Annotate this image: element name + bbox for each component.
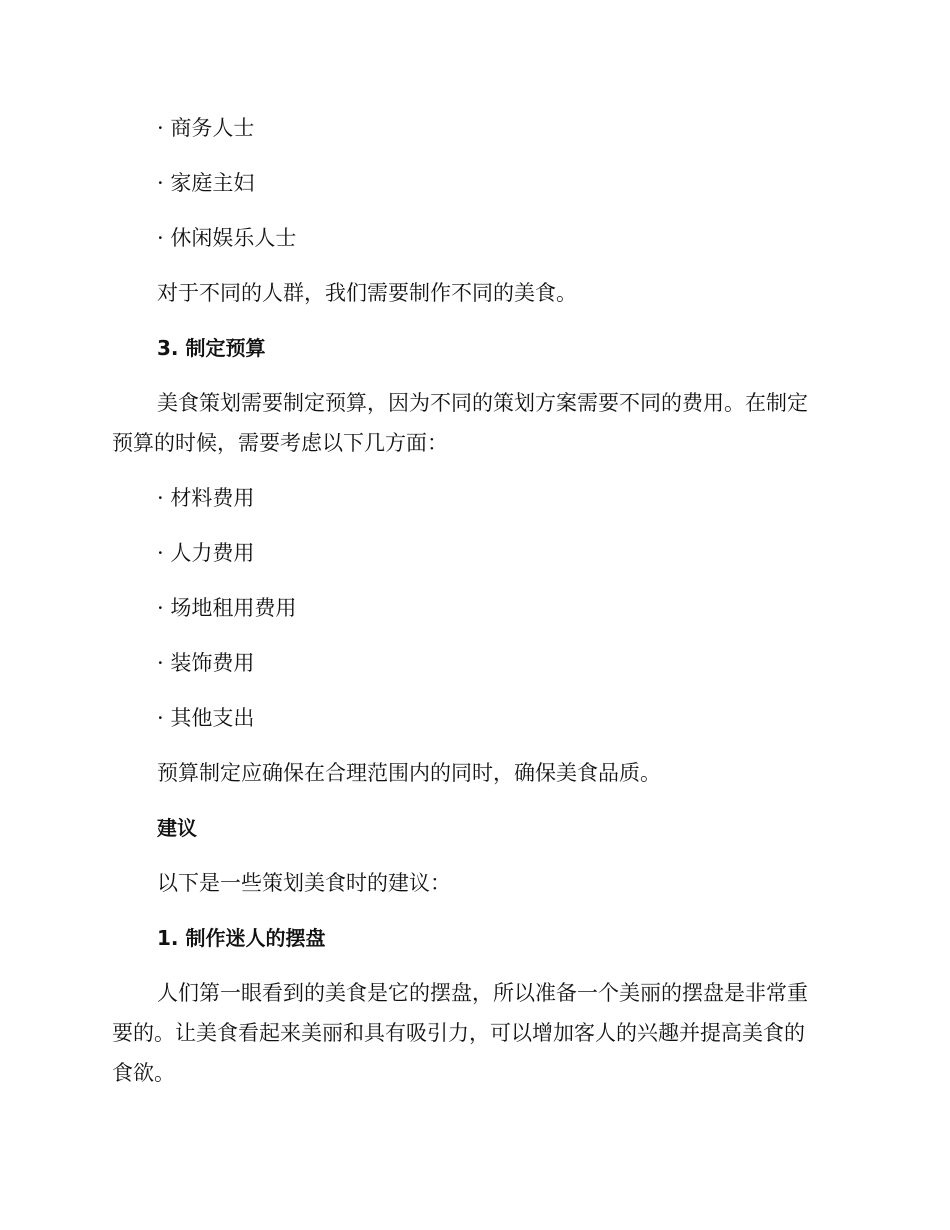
audience-item-business: · 商务人士 — [157, 116, 255, 140]
budget-intro-line-2: 预算的时候，需要考虑以下几方面： — [112, 431, 448, 455]
budget-note: 预算制定应确保在合理范围内的同时，确保美食品质。 — [157, 761, 661, 785]
budget-item-decoration: · 装饰费用 — [157, 651, 255, 675]
suggestion-heading-plating: 1. 制作迷人的摆盘 — [157, 926, 326, 950]
audience-note: 对于不同的人群，我们需要制作不同的美食。 — [157, 281, 577, 305]
section-heading-budget: 3. 制定预算 — [157, 336, 266, 360]
plating-paragraph-line-2: 要的。让美食看起来美丽和具有吸引力，可以增加客人的兴趣并提高美食的 — [112, 1021, 805, 1045]
budget-intro-line-1: 美食策划需要制定预算，因为不同的策划方案需要不同的费用。在制定 — [157, 391, 808, 415]
budget-item-venue: · 场地租用费用 — [157, 596, 297, 620]
budget-item-other: · 其他支出 — [157, 706, 255, 730]
audience-item-leisure: · 休闲娱乐人士 — [157, 226, 297, 250]
budget-item-materials: · 材料费用 — [157, 486, 255, 510]
suggestions-intro: 以下是一些策划美食时的建议： — [157, 871, 451, 895]
budget-item-labor: · 人力费用 — [157, 541, 255, 565]
section-heading-suggestions: 建议 — [157, 816, 197, 840]
plating-paragraph-line-3: 食欲。 — [112, 1061, 175, 1085]
plating-paragraph-line-1: 人们第一眼看到的美食是它的摆盘，所以准备一个美丽的摆盘是非常重 — [157, 981, 808, 1005]
audience-item-housewife: · 家庭主妇 — [157, 171, 255, 195]
